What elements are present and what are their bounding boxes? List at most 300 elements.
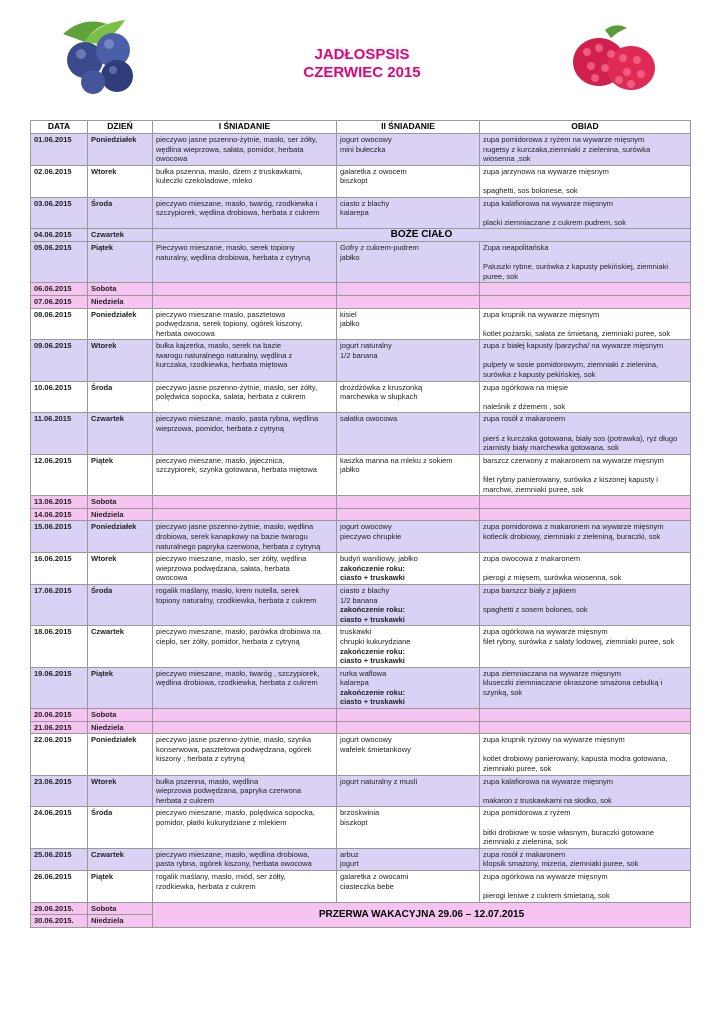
- cell-line: pieczywo mieszane, masło, pasta rybna, wędlina: [156, 414, 319, 424]
- lunch-cell: [480, 381, 691, 413]
- breakfast2-cell: [337, 721, 480, 734]
- cell-line: herbata owocowa: [156, 328, 215, 338]
- breakfast1-cell: [153, 870, 337, 902]
- cell-line: filet rybny, surówka z sałaty lodowej, ziemniaki puree, sok: [483, 636, 675, 646]
- breakfast2-cell: [337, 775, 480, 807]
- date-cell: 18.06.2015: [31, 626, 88, 667]
- day-cell: Sobota: [88, 283, 153, 296]
- cell-line: bułka pszenna, masło, dżem z truskawkami,: [156, 166, 303, 176]
- cell-line: zupa kalafiorowa na wywarze mięsnym: [483, 776, 614, 786]
- cell-line: wafelek śmietankowy: [340, 744, 411, 754]
- cell-line: surówka z kapusty pekińskiej, sok: [483, 370, 596, 380]
- cell-line: naleśnik z dżemem , sok: [483, 401, 566, 411]
- breakfast2-cell: [337, 241, 480, 282]
- cell-line: zupa z białej kapusty /parzycha/ na wywarze mięsnym: [483, 341, 664, 351]
- cell-line: pieczywo mieszane, masło, twaróg , szczypiorek,: [156, 668, 320, 678]
- breakfast1-cell: [153, 721, 337, 734]
- breakfast2-cell: [337, 848, 480, 870]
- header-row: [31, 121, 691, 134]
- cell-line: drobiowa, serek kanapkowy na bazie twarogu: [156, 531, 308, 541]
- cell-line: wieprzowa, pomidor, herbata z cytryną: [156, 424, 284, 434]
- date-cell: 23.06.2015: [31, 775, 88, 807]
- cell-line: naturalnego papryka czerwona, herbata z cytryną: [156, 541, 321, 551]
- breakfast2-cell: [337, 870, 480, 902]
- breakfast2-cell: [337, 197, 480, 229]
- day-cell: Czwartek: [88, 848, 153, 870]
- cell-line: ciasto + truskawki: [340, 573, 405, 583]
- day-cell: Poniedziałek: [88, 521, 153, 553]
- day-cell: Środa: [88, 197, 153, 229]
- cell-line: [483, 818, 687, 828]
- cell-line: rogalik maślany, masło, krem nutella, serek: [156, 585, 300, 595]
- cell-line: Pieczywo mieszane, masło, serek topiony: [156, 242, 295, 252]
- lunch-cell: [480, 775, 691, 807]
- day-cell: Piątek: [88, 241, 153, 282]
- cell-line: kisiel: [340, 309, 357, 319]
- title-line-2: CZERWIEC 2015: [303, 64, 421, 81]
- breakfast1-cell: [153, 807, 337, 848]
- lunch-cell: [480, 807, 691, 848]
- cell-line: makaron z truskawkami na słodko, sok: [483, 795, 612, 805]
- day-cell: Środa: [88, 381, 153, 413]
- cell-line: ziarnisty biały marchewka gotowana, sok: [483, 443, 619, 453]
- cell-line: pieczywo mieszane masło, pasztetowa: [156, 309, 286, 319]
- breakfast1-cell: [153, 241, 337, 282]
- lunch-cell: [480, 134, 691, 166]
- date-cell: 02.06.2015: [31, 165, 88, 197]
- breakfast1-cell: [153, 508, 337, 521]
- title-line-1: JADŁOSPSIS: [314, 46, 410, 63]
- cell-line: rogalik maślany, masło, miód, ser żółty,: [156, 871, 286, 881]
- table-row: [31, 870, 691, 902]
- date-cell: 04.06.2015: [31, 229, 88, 242]
- lunch-cell: [480, 508, 691, 521]
- day-cell: Wtorek: [88, 553, 153, 585]
- date-cell: 15.06.2015: [31, 521, 88, 553]
- col-header-date: DATA: [31, 121, 88, 134]
- cell-line: [483, 596, 687, 606]
- day-cell: Piątek: [88, 667, 153, 708]
- breakfast1-cell: [153, 848, 337, 870]
- cell-line: rzodkiewka, herbata z cukrem: [156, 881, 256, 891]
- date-cell: 01.06.2015: [31, 134, 88, 166]
- page-title: [0, 46, 724, 82]
- breakfast2-cell: [337, 508, 480, 521]
- breakfast1-cell: [153, 340, 337, 381]
- cell-line: pierogi leniwe z cukrem śmietaną, sok: [483, 891, 610, 901]
- date-cell: 17.06.2015: [31, 584, 88, 625]
- cell-line: zupa ziemniaczana na wywarze mięsnym: [483, 668, 621, 678]
- cell-line: [483, 208, 687, 218]
- vacation-cell: PRZERWA WAKACYJNA 29.06 – 12.07.2015: [153, 902, 691, 927]
- breakfast1-cell: [153, 584, 337, 625]
- cell-line: jabłko: [340, 319, 360, 329]
- cell-line: wędlina drobiowa, rzodkiewka, herbata z cukrem: [156, 678, 318, 688]
- cell-line: herbata z cukrem: [156, 795, 214, 805]
- day-cell: Piątek: [88, 454, 153, 495]
- cell-line: marchewka w słupkach: [340, 392, 418, 402]
- breakfast1-cell: [153, 775, 337, 807]
- cell-line: zupa owocowa z makaronem: [483, 554, 581, 564]
- cell-line: wieprzowa podwędzana, sałata, herbata: [156, 563, 290, 573]
- cell-line: pieczywo chrupkie: [340, 531, 402, 541]
- table-row: [31, 165, 691, 197]
- lunch-cell: [480, 283, 691, 296]
- cell-line: pieczywo jasne pszenno-żytnie, masło, ser żółty,: [156, 135, 318, 144]
- breakfast1-cell: [153, 308, 337, 340]
- table-row: [31, 553, 691, 585]
- lunch-cell: [480, 454, 691, 495]
- table-row: [31, 283, 691, 296]
- cell-line: [483, 392, 687, 402]
- cell-line: jogurt: [340, 859, 359, 869]
- day-cell: Sobota: [88, 902, 153, 915]
- col-header-breakfast1: I ŚNIADANIE: [153, 121, 337, 134]
- cell-line: zakończenie roku:: [340, 646, 406, 656]
- cell-line: zupa barszcz biały z jajkiem: [483, 585, 576, 595]
- cell-line: klopsik smażony, mizeria, ziemniaki puree, sok: [483, 859, 639, 869]
- cell-line: jogurt owocowy: [340, 135, 392, 144]
- cell-line: ciasto + truskawki: [340, 656, 405, 666]
- cell-line: [483, 319, 687, 329]
- cell-line: pieczywo mieszane, masło, polędwica sopocka,: [156, 808, 315, 818]
- date-cell: 26.06.2015: [31, 870, 88, 902]
- cell-line: ziemniaki z zielenina, sok: [483, 837, 568, 847]
- table-row: [31, 626, 691, 667]
- table-row: [31, 521, 691, 553]
- breakfast2-cell: [337, 134, 480, 166]
- lunch-cell: [480, 521, 691, 553]
- day-cell: Wtorek: [88, 165, 153, 197]
- breakfast2-cell: [337, 165, 480, 197]
- table-row: [31, 454, 691, 495]
- cell-line: kiszony , herbata z cytryną: [156, 754, 245, 764]
- table-row: [31, 197, 691, 229]
- cell-line: pierogi z mięsem, surówka wiosenna, sok: [483, 573, 622, 583]
- breakfast2-cell: [337, 381, 480, 413]
- day-cell: Czwartek: [88, 626, 153, 667]
- breakfast2-cell: [337, 308, 480, 340]
- day-cell: Niedziela: [88, 915, 153, 928]
- table-row: [31, 902, 691, 915]
- cell-line: biszkopt: [340, 818, 368, 827]
- cell-line: marchwi, ziemniaki puree, sok: [483, 484, 584, 494]
- cell-line: [483, 465, 687, 475]
- table-row: [31, 775, 691, 807]
- table-row: [31, 340, 691, 381]
- day-cell: Czwartek: [88, 229, 153, 242]
- cell-line: [483, 745, 687, 755]
- breakfast2-cell: [337, 734, 480, 775]
- col-header-breakfast2: II ŚNIADANIE: [337, 121, 480, 134]
- menu-body: [31, 134, 691, 928]
- day-cell: Niedziela: [88, 721, 153, 734]
- lunch-cell: [480, 308, 691, 340]
- date-cell: 19.06.2015: [31, 667, 88, 708]
- lunch-cell: [480, 241, 691, 282]
- cell-line: sałatka owocowa: [340, 414, 398, 424]
- breakfast2-cell: [337, 496, 480, 509]
- cell-line: ciasto z blachy: [340, 585, 390, 595]
- breakfast1-cell: [153, 165, 337, 197]
- cell-line: jabłko: [340, 465, 360, 475]
- breakfast1-cell: [153, 709, 337, 722]
- cell-line: spaghetti, sos bolonese, sok: [483, 185, 578, 195]
- cell-line: pieczywo jasne pszenno-żytnie, masło, szynka: [156, 735, 312, 745]
- date-cell: 30.06.2015.: [31, 915, 88, 928]
- table-row: [31, 584, 691, 625]
- breakfast1-cell: [153, 734, 337, 775]
- date-cell: 03.06.2015: [31, 197, 88, 229]
- cell-line: biszkopt: [340, 176, 368, 186]
- breakfast2-cell: [337, 295, 480, 308]
- col-header-day: DZIEŃ: [88, 121, 153, 134]
- day-cell: Poniedziałek: [88, 308, 153, 340]
- date-cell: 05.06.2015: [31, 241, 88, 282]
- date-cell: 10.06.2015: [31, 381, 88, 413]
- cell-line: ciasteczka bebe: [340, 881, 394, 891]
- date-cell: 21.06.2015: [31, 721, 88, 734]
- breakfast1-cell: [153, 553, 337, 585]
- cell-line: pulpety w sosie pomidorowym, ziemniaki z zielenina,: [483, 360, 659, 370]
- breakfast1-cell: [153, 667, 337, 708]
- breakfast1-cell: [153, 134, 337, 166]
- cell-line: [483, 253, 687, 263]
- cell-line: zupa krupnik ryżowy na wywarze mięsnym: [483, 735, 625, 745]
- lunch-cell: [480, 496, 691, 509]
- cell-line: ciepło, ser żółty, pomidor, herbata z cytryną: [156, 636, 300, 646]
- date-cell: 25.06.2015: [31, 848, 88, 870]
- lunch-cell: [480, 165, 691, 197]
- table-row: [31, 496, 691, 509]
- cell-line: wieprzowa podwędzana, papryka czerwona: [156, 786, 302, 796]
- day-cell: Środa: [88, 584, 153, 625]
- breakfast1-cell: [153, 283, 337, 296]
- holiday-cell: BOŻE CIAŁO: [153, 229, 691, 242]
- lunch-cell: [480, 584, 691, 625]
- date-cell: 22.06.2015: [31, 734, 88, 775]
- cell-line: zupa krupnik na wywarze mięsnym: [483, 309, 600, 319]
- cell-line: kuleczki czekoladowe, mleko: [156, 176, 253, 186]
- menu-table: [30, 120, 691, 928]
- lunch-cell: [480, 295, 691, 308]
- cell-line: budyń waniliowy, jabłko: [340, 554, 418, 564]
- cell-line: zupa jarzynowa na wywarze mięsnym: [483, 166, 609, 176]
- cell-line: jogurt owocowy: [340, 735, 392, 745]
- cell-line: kurczaka, rzodkiewka, herbata miętowa: [156, 360, 288, 370]
- cell-line: bitki drobiowe w sosie własnym, buraczki gotowane: [483, 827, 654, 837]
- cell-line: kotlecik drobiowy, ziemniaki z zieleniną, buraczki, sok: [483, 531, 661, 541]
- table-row: [31, 381, 691, 413]
- breakfast2-cell: [337, 807, 480, 848]
- cell-line: puree, sok: [483, 271, 519, 281]
- day-cell: Wtorek: [88, 340, 153, 381]
- cell-line: zupa ogórkowa na wywarze mięsnym: [483, 627, 608, 637]
- table-row: [31, 709, 691, 722]
- cell-line: konserwowa, pasztetowa podwędzana, ogórek: [156, 744, 312, 754]
- date-cell: 16.06.2015: [31, 553, 88, 585]
- day-cell: Sobota: [88, 496, 153, 509]
- cell-line: podwędzana, serek topiony, ogórek kiszony,: [156, 319, 303, 329]
- cell-line: szczypiorek, wędlina drobiowa, herbata z cukrem: [156, 208, 320, 218]
- cell-line: ciasto + truskawki: [340, 614, 405, 624]
- day-cell: Sobota: [88, 709, 153, 722]
- cell-line: pasta rybna, ogórek kiszony, herbata owocowa: [156, 859, 312, 869]
- cell-line: Paluszki rybne, surówka z kapusty pekińskiej, ziemniaki: [483, 262, 669, 272]
- table-row: [31, 508, 691, 521]
- day-cell: Środa: [88, 807, 153, 848]
- cell-line: owocowa: [156, 154, 188, 164]
- lunch-cell: [480, 553, 691, 585]
- cell-line: szczypiorek, szynka gotowana, herbata miętowa: [156, 465, 317, 475]
- cell-line: ciasto + truskawki: [340, 697, 405, 707]
- date-cell: 29.06.2015.: [31, 902, 88, 915]
- cell-line: zupa pomidorowa z ryżem: [483, 808, 571, 818]
- cell-line: zupa ogórkowa na wywarze mięsnym: [483, 871, 608, 881]
- cell-line: jogurt naturalny z musli: [340, 776, 418, 786]
- day-cell: Czwartek: [88, 413, 153, 454]
- cell-line: pierś z kurczaka gotowana, biały sos (potrawka), ryż długo: [483, 433, 678, 443]
- cell-line: zakończenie roku:: [340, 605, 406, 615]
- cell-line: pieczywo mieszane, masło, parówka drobiowa na: [156, 627, 321, 637]
- breakfast1-cell: [153, 295, 337, 308]
- lunch-cell: [480, 197, 691, 229]
- day-cell: Niedziela: [88, 295, 153, 308]
- cell-line: jogurt owocowy: [340, 522, 392, 532]
- cell-line: zupa rosół z makaronem: [483, 849, 566, 859]
- cell-line: 1/2 banana: [340, 595, 378, 605]
- cell-line: kluseczki ziemniaczane okraszone smażona cebulką i: [483, 678, 663, 688]
- cell-line: [483, 351, 687, 361]
- day-cell: Poniedziałek: [88, 734, 153, 775]
- breakfast2-cell: [337, 584, 480, 625]
- cell-line: zupa kalafiorowa na wywarze mięsnym: [483, 198, 614, 208]
- cell-line: zupa pomidorowa z makaronem na wywarze mięsnym: [483, 522, 664, 532]
- cell-line: jogurt naturalny: [340, 341, 392, 351]
- cell-line: polędwica sopocka, sałata, herbata z cukrem: [156, 392, 306, 402]
- lunch-cell: [480, 721, 691, 734]
- cell-line: [483, 176, 687, 186]
- breakfast2-cell: [337, 553, 480, 585]
- table-row: [31, 413, 691, 454]
- date-cell: 13.06.2015: [31, 496, 88, 509]
- breakfast1-cell: [153, 454, 337, 495]
- lunch-cell: [480, 848, 691, 870]
- lunch-cell: [480, 667, 691, 708]
- cell-line: chrupki kukurydziane: [340, 636, 411, 646]
- breakfast2-cell: [337, 340, 480, 381]
- cell-line: owocowa: [156, 573, 188, 583]
- day-cell: Piątek: [88, 870, 153, 902]
- cell-line: wędlina wieprzowa, sałata, pomidor, herbata: [156, 144, 304, 154]
- breakfast1-cell: [153, 381, 337, 413]
- cell-line: kotlet drobiowy panierowany, kapusta modra gotowana,: [483, 754, 668, 764]
- cell-line: drożdżówka z kruszonką: [340, 382, 423, 392]
- col-header-lunch: OBIAD: [480, 121, 691, 134]
- cell-line: kotlet pożarski, sałata ze śmietaną, ziemniaki puree, sok: [483, 328, 671, 338]
- lunch-cell: [480, 870, 691, 902]
- day-cell: Wtorek: [88, 775, 153, 807]
- cell-line: brzoskwinia: [340, 808, 380, 818]
- table-row: [31, 807, 691, 848]
- day-cell: Niedziela: [88, 508, 153, 521]
- date-cell: 08.06.2015: [31, 308, 88, 340]
- breakfast1-cell: [153, 626, 337, 667]
- date-cell: 20.06.2015: [31, 709, 88, 722]
- breakfast1-cell: [153, 413, 337, 454]
- table-row: [31, 134, 691, 166]
- cell-line: jabłko: [340, 252, 360, 262]
- cell-line: filet rybny panierowany, surówka z kiszonej kapusty i: [483, 475, 658, 484]
- cell-line: pieczywo jasne pszenno-żytnie, masło, ser żółty,: [156, 382, 318, 392]
- cell-line: wiosenna ,sok: [483, 154, 531, 164]
- cell-line: arbuz: [340, 849, 359, 859]
- day-cell: Poniedziałek: [88, 134, 153, 166]
- cell-line: Zupa neapolitańska: [483, 242, 549, 252]
- cell-line: zakończenie roku:: [340, 687, 406, 697]
- table-row: [31, 734, 691, 775]
- cell-line: spaghetti z sosem bolones, sok: [483, 605, 588, 615]
- breakfast2-cell: [337, 521, 480, 553]
- breakfast2-cell: [337, 283, 480, 296]
- cell-line: zupa ogórkowa na mięsie: [483, 382, 569, 392]
- cell-line: zupa pomidorowa z ryżem na wywarze mięsnym: [483, 135, 645, 144]
- date-cell: 07.06.2015: [31, 295, 88, 308]
- cell-line: [483, 786, 687, 796]
- table-row: [31, 848, 691, 870]
- table-row: [31, 295, 691, 308]
- table-row: [31, 229, 691, 242]
- breakfast2-cell: [337, 454, 480, 495]
- date-cell: 24.06.2015: [31, 807, 88, 848]
- breakfast1-cell: [153, 521, 337, 553]
- breakfast2-cell: [337, 667, 480, 708]
- cell-line: 1/2 banana: [340, 350, 378, 360]
- cell-line: twarogu naturalnego naturalny, wędlina z: [156, 350, 293, 360]
- cell-line: pieczywo mieszane, masło, jajecznica,: [156, 455, 285, 465]
- date-cell: 11.06.2015: [31, 413, 88, 454]
- breakfast2-cell: [337, 626, 480, 667]
- cell-line: [483, 564, 687, 574]
- cell-line: zakończenie roku:: [340, 563, 406, 573]
- table-row: [31, 308, 691, 340]
- cell-line: bułka pszenna, masło, wędlina: [156, 776, 259, 786]
- cell-line: naturalny, wędlina drobiowa, herbata z cytryną: [156, 252, 311, 262]
- cell-line: pieczywo mieszane, masło, wędlina drobiowa,: [156, 849, 310, 859]
- breakfast1-cell: [153, 197, 337, 229]
- breakfast1-cell: [153, 496, 337, 509]
- cell-line: Gofry z cukrem-pudrem: [340, 242, 419, 252]
- cell-line: truskawki: [340, 627, 372, 637]
- cell-line: ciasto z blachy: [340, 198, 390, 208]
- cell-line: kalarepa: [340, 208, 369, 218]
- cell-line: szynką, sok: [483, 687, 523, 697]
- breakfast2-cell: [337, 709, 480, 722]
- date-cell: 06.06.2015: [31, 283, 88, 296]
- cell-line: galaretka z owocem: [340, 166, 407, 176]
- cell-line: kalarepa: [340, 678, 369, 688]
- cell-line: [483, 882, 687, 892]
- cell-line: barszcz czerwony z makaronem na wywarze mięsnym: [483, 455, 664, 465]
- cell-line: nugetsy z kurczaka,ziemniaki z zielenina, surówka: [483, 144, 651, 154]
- date-cell: 09.06.2015: [31, 340, 88, 381]
- cell-line: ziemniaki puree, sok: [483, 764, 552, 774]
- cell-line: galaretka z owocami: [340, 871, 409, 881]
- table-row: [31, 721, 691, 734]
- breakfast2-cell: [337, 413, 480, 454]
- cell-line: pieczywo jasne pszenno-żytnie, masło, wędlina: [156, 522, 314, 532]
- lunch-cell: [480, 413, 691, 454]
